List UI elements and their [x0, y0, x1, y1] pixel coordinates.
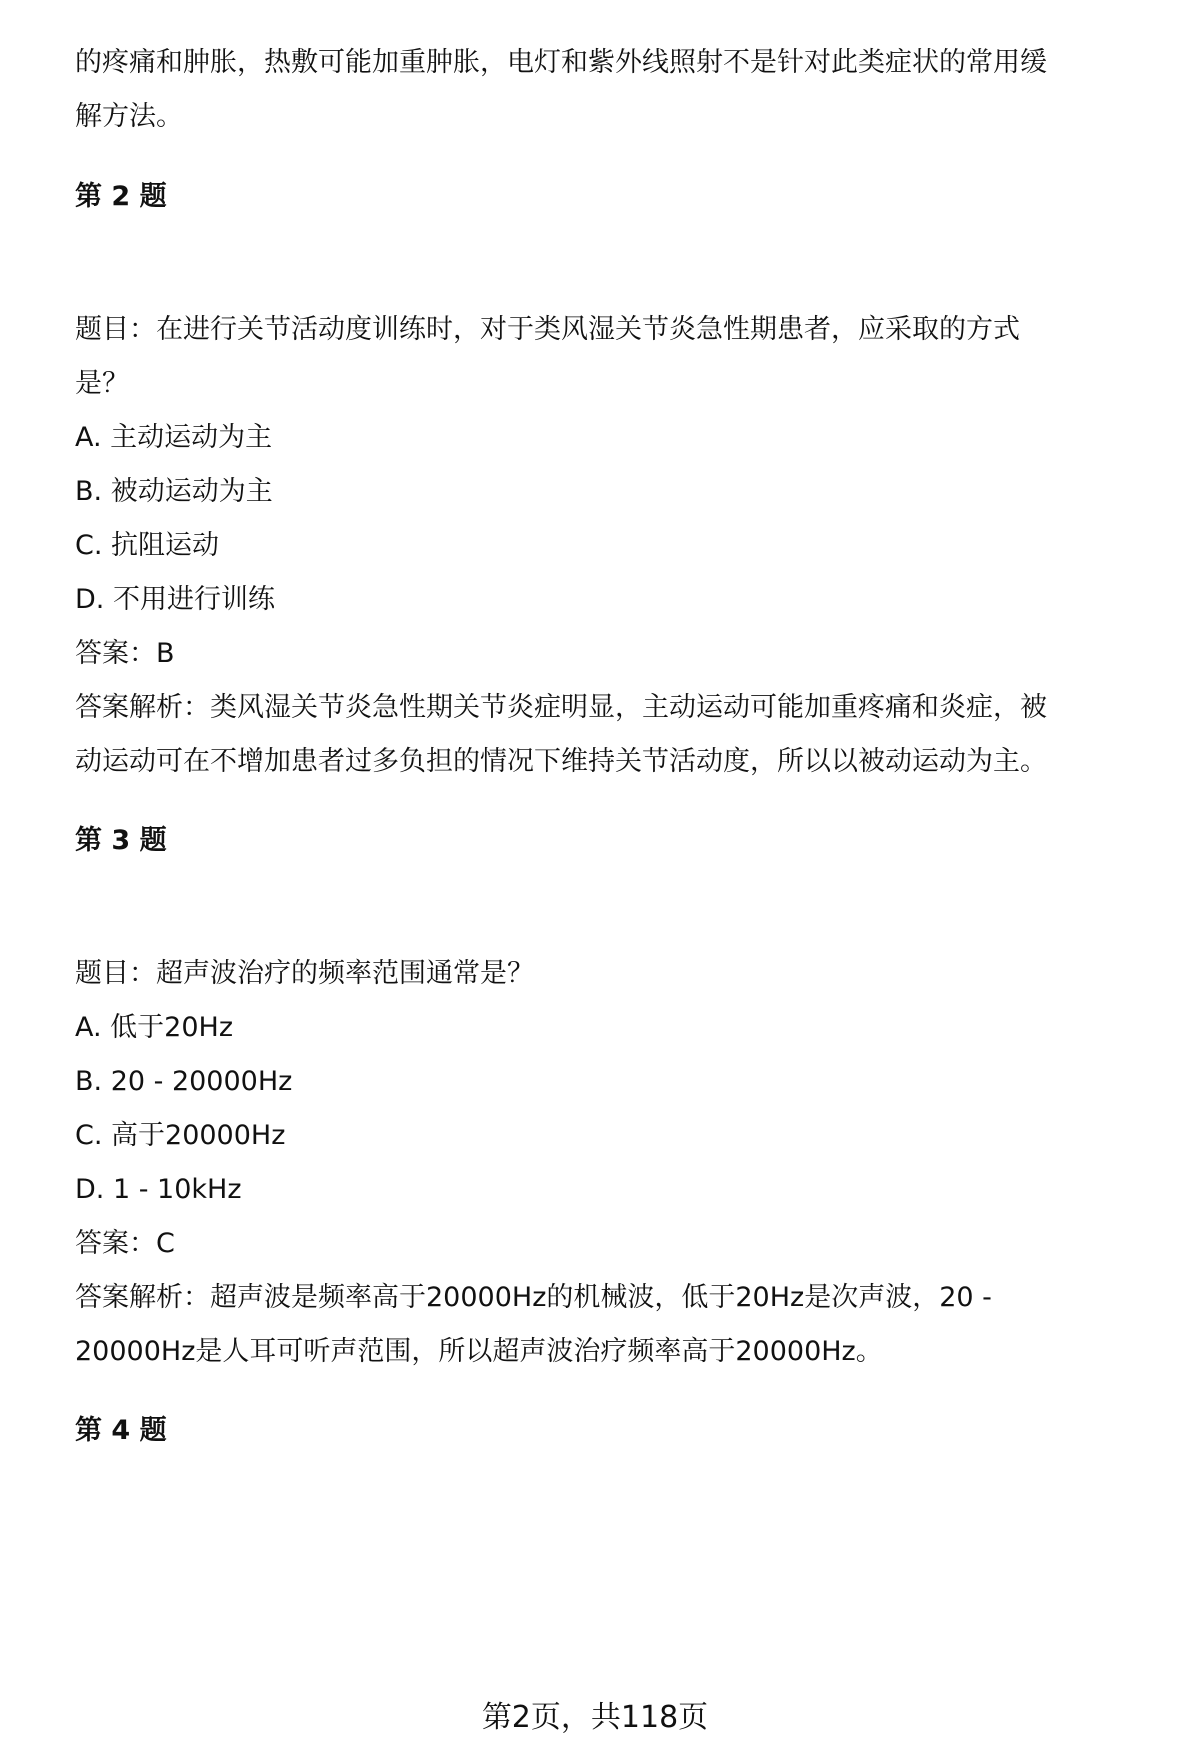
page-footer: 第2页，共118页 [481, 1700, 709, 1735]
question-2-stem-line-1: 题目：在进行关节活动度训练时，对于类风湿关节炎急性期患者，应采取的方式 [75, 314, 1020, 345]
question-3-answer: 答案：C [75, 1228, 175, 1259]
question-3-option-a: A. 低于20Hz [75, 1012, 233, 1043]
question-2-option-c: C. 抗阻运动 [75, 530, 220, 561]
question-2-option-d: D. 不用进行训练 [75, 584, 275, 615]
continuation-line-2: 解方法。 [75, 101, 183, 132]
question-3-analysis-line-2: 20000Hz是人耳可听声范围，所以超声波治疗频率高于20000Hz。 [75, 1336, 883, 1367]
question-3-heading: 第 3 题 [75, 825, 167, 856]
question-2-analysis-line-1: 答案解析：类风湿关节炎急性期关节炎症明显，主动运动可能加重疼痛和炎症，被 [75, 692, 1047, 723]
question-2-answer: 答案：B [75, 638, 175, 669]
question-3-analysis-line-1: 答案解析：超声波是频率高于20000Hz的机械波，低于20Hz是次声波，20 - [75, 1282, 992, 1313]
continuation-line-1: 的疼痛和肿胀，热敷可能加重肿胀，电灯和紫外线照射不是针对此类症状的常用缓 [75, 47, 1047, 78]
question-2-heading: 第 2 题 [75, 181, 167, 212]
question-2-stem-line-2: 是？ [75, 368, 129, 399]
question-3-option-b: B. 20 - 20000Hz [75, 1066, 293, 1097]
question-2-option-b: B. 被动运动为主 [75, 476, 273, 507]
question-3-option-c: C. 高于20000Hz [75, 1120, 286, 1151]
question-3-stem-line-1: 题目：超声波治疗的频率范围通常是？ [75, 958, 534, 989]
question-2-option-a: A. 主动运动为主 [75, 422, 273, 453]
question-2-analysis-line-2: 动运动可在不增加患者过多负担的情况下维持关节活动度，所以以被动运动为主。 [75, 746, 1047, 777]
question-4-heading: 第 4 题 [75, 1415, 167, 1446]
question-3-option-d: D. 1 - 10kHz [75, 1174, 242, 1205]
